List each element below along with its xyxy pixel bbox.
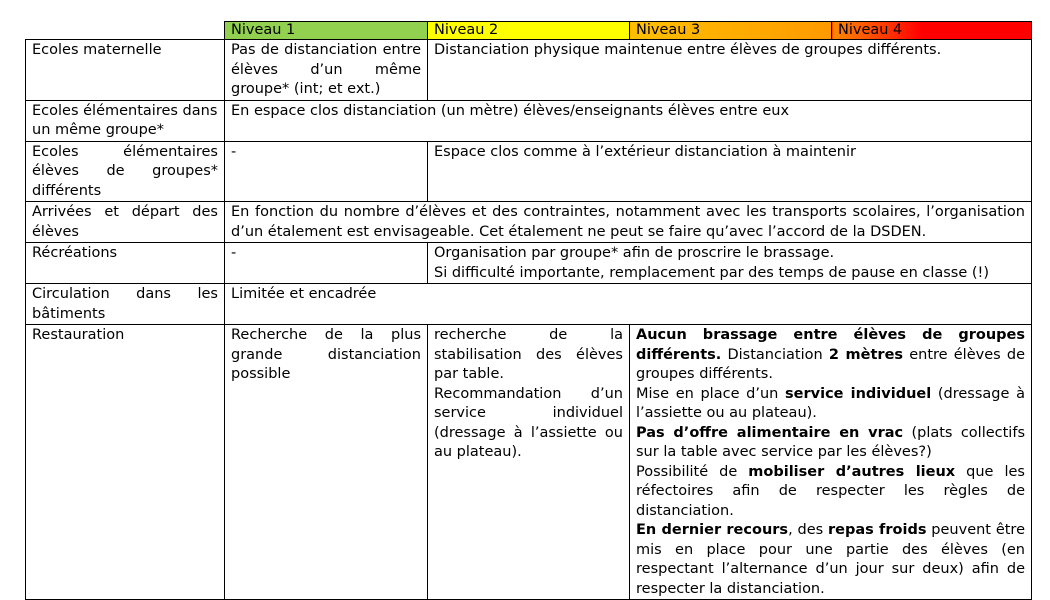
cell-restauration-niveau-2 <box>428 325 630 600</box>
header-niveau-2: Niveau 2 <box>428 22 630 40</box>
restauration-text-6: Possibilité de <box>636 463 749 480</box>
recreations-line-1: Organisation par groupe* afin de proscrire le brassage. <box>434 245 835 261</box>
cell-restauration-niveau-1: Recherche de la plus grande distanciation possible <box>225 325 428 600</box>
row-label-restauration: Restauration <box>26 325 225 600</box>
restauration-text-4: (dressage à l’assiette ou au plateau). <box>636 385 1025 421</box>
restauration-text-2: entre élèves de groupes différents. <box>636 346 1025 382</box>
cell-recreations-niveau-1: - <box>225 243 428 284</box>
row-label-elementaires-groupes-differents: Ecoles élémentaires élèves de groupes* différents <box>26 141 225 202</box>
restauration-bold-7: repas froids <box>828 522 927 538</box>
row-label-recreations: Récréations <box>26 243 225 284</box>
restauration-bold-5: mobiliser d’autres lieux <box>748 463 956 480</box>
restauration-text-7: que les réfectoires afin de respecter les règles de distanciation. <box>636 463 1025 519</box>
cell-elementaires-meme-groupe: En espace clos distanciation (un mètre) élèves/enseignants élèves entre eux <box>225 100 1032 141</box>
restauration-text-1: Distanciation <box>721 346 829 363</box>
cell-maternelle-niveau-1: Pas de distanciation entre élèves d’un même groupe* (int; et ext.) <box>225 40 428 101</box>
restauration-bold-3: service individuel <box>785 385 932 402</box>
table-row <box>26 243 1032 284</box>
header-row <box>26 22 1032 40</box>
restauration-n34-paragraph-2 <box>636 385 1025 424</box>
header-niveau-3: Niveau 3 <box>630 22 832 40</box>
table-row <box>26 100 1032 141</box>
cell-restauration-niveaux-3-4 <box>630 325 1032 600</box>
row-label-arrivees: Arrivées et départ des élèves <box>26 202 225 243</box>
restauration-n34-paragraph-4 <box>636 463 1025 522</box>
restauration-n34-paragraph-5 <box>636 521 1025 599</box>
restauration-bold-2: 2 mètres <box>828 346 904 363</box>
restauration-n2-paragraph-2: Recommandation d’un service individuel (dressage à l’assiette ou au plateau). <box>434 385 623 460</box>
table-row <box>26 202 1032 243</box>
row-label-elementaires-meme-groupe: Ecoles élémentaires dans un même groupe* <box>26 100 225 141</box>
cell-circulation: Limitée et encadrée <box>225 284 1032 325</box>
restauration-n34-paragraph-1 <box>636 326 1025 385</box>
row-label-maternelle: Ecoles maternelle <box>26 40 225 101</box>
cell-arrivees: En fonction du nombre d’élèves et des contraintes, notamment avec les transports scolaires, l’organisation d’un étalement est envisageable. Cet étalement ne peut se faire qu’avec l’accord de la DSDEN. <box>225 202 1032 243</box>
row-label-circulation: Circulation dans les bâtiments <box>26 284 225 325</box>
cell-elementaires-diff-niveaux-2-4: Espace clos comme à l’extérieur distanciation à maintenir <box>428 141 1032 202</box>
table-row <box>26 141 1032 202</box>
restauration-bold-4: Pas d’offre alimentaire en vrac <box>636 424 904 441</box>
restauration-text-5: (plats collectifs sur la table avec service par les élèves?) <box>636 424 1025 460</box>
table-row <box>26 284 1032 325</box>
header-niveau-1: Niveau 1 <box>225 22 428 40</box>
recreations-line-2: Si difficulté importante, remplacement par des temps de pause en classe (!) <box>434 264 990 281</box>
restauration-n2-paragraph-1: recherche de la stabilisation des élèves par table. <box>434 327 623 382</box>
restauration-text-9: peuvent être mis en place pour une partie des élèves (en respectant l’alternance d’un jour sur deux) afin de respecter la distanciation. <box>636 522 1025 597</box>
cell-maternelle-niveaux-2-4: Distanciation physique maintenue entre élèves de groupes différents. <box>428 40 1032 101</box>
restauration-bold-6: En dernier recours <box>636 522 789 538</box>
restauration-n34-paragraph-3 <box>636 424 1025 463</box>
cell-elementaires-diff-niveau-1: - <box>225 141 428 202</box>
restauration-bold-1: Aucun brassage entre élèves de groupes différents. <box>636 327 1025 363</box>
restauration-text-3: Mise en place d’un <box>636 385 786 402</box>
header-empty-cell <box>26 22 225 40</box>
header-niveau-4: Niveau 4 <box>832 22 1032 40</box>
table-row <box>26 40 1032 101</box>
cell-recreations-niveaux-2-4 <box>428 243 1032 284</box>
table-row <box>26 325 1032 600</box>
measures-table <box>25 21 1032 600</box>
restauration-text-8: , des <box>788 522 829 538</box>
